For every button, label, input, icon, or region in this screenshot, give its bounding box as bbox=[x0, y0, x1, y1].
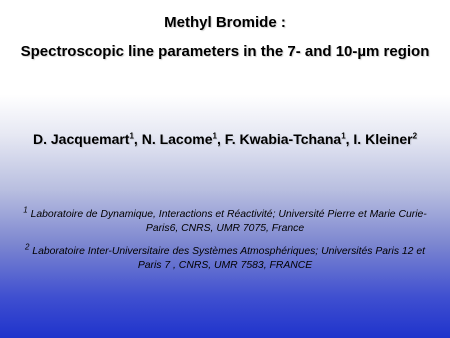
author-affiliation-mark: 2 bbox=[412, 131, 418, 141]
affiliation-mark: 2 bbox=[24, 242, 30, 252]
author-list bbox=[0, 129, 450, 149]
author-name: D. Jacquemart bbox=[32, 131, 130, 147]
author-separator: , bbox=[345, 131, 354, 147]
affiliation-line bbox=[0, 242, 450, 259]
affiliation-mark: 1 bbox=[23, 205, 28, 215]
author-name: F. Kwabia-Tchana bbox=[224, 131, 342, 147]
author-affiliation-mark: 1 bbox=[341, 131, 346, 141]
author-separator: , bbox=[133, 131, 142, 147]
author-affiliation-mark: 1 bbox=[212, 131, 217, 141]
slide-title-line1: Methyl Bromide : bbox=[164, 14, 286, 31]
author-separator: , bbox=[216, 131, 225, 147]
affiliation-text: Laboratoire de Dynamique, Interactions et Réactivité; Université Pierre et Marie Curie- bbox=[27, 209, 427, 220]
affiliation-1 bbox=[0, 205, 450, 236]
slide-title-line2: Spectroscopic line parameters in the 7- and 10-µm region bbox=[20, 43, 430, 60]
affiliation-text: Paris6, CNRS, UMR 7075, France bbox=[145, 223, 305, 234]
affiliation-2 bbox=[0, 242, 450, 273]
affiliation-text: Paris 7 , CNRS, UMR 7583, FRANCE bbox=[137, 260, 313, 271]
author-affiliation-mark: 1 bbox=[129, 131, 134, 141]
author-name: I. Kleiner bbox=[353, 131, 413, 147]
affiliation-text: Laboratoire Inter-Universitaire des Systèmes Atmosphériques; Universités Paris 12 et bbox=[29, 246, 426, 257]
affiliation-line bbox=[0, 205, 450, 222]
author-name: N. Lacome bbox=[141, 131, 213, 147]
